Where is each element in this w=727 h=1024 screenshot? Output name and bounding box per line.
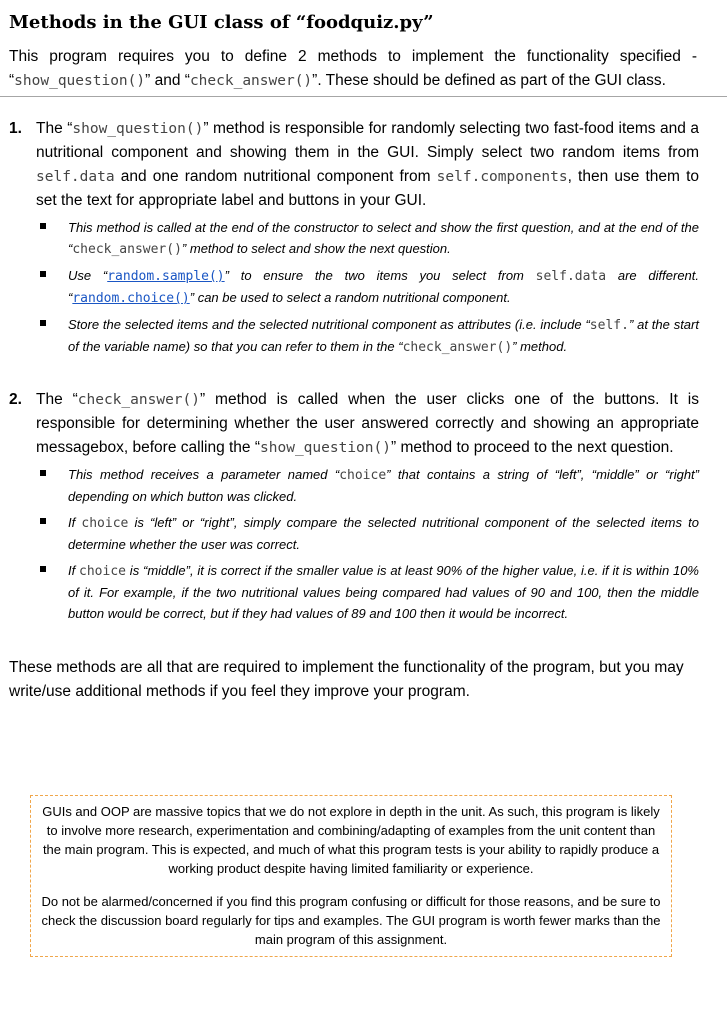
text: is “middle”, it is correct if the smaller value is at least 90% of the higher value, i.e. if it is within 10% of it. For example, if the two nutritional values being compared had values of 90 and 100, then the middle button would be correct, but if they had values of 89 and 100 then it would be incorrect.	[68, 563, 699, 621]
code-show-question: show_question()	[14, 73, 146, 89]
section-divider	[0, 96, 727, 97]
bullet-item	[36, 217, 699, 260]
text: ” to ensure the two items you select from	[224, 268, 536, 283]
note-paragraph-2: Do not be alarmed/concerned if you find this program confusing or difficult for those reasons, and be sure to check the discussion board regularly for tips and examples. The GUI program is worth fewer marks than the main program of this assignment.	[41, 894, 661, 947]
item-2-paragraph	[36, 388, 699, 460]
text: This method is called at the end of the constructor to select and show the first question, and at the end of the “	[68, 220, 699, 256]
text: If	[68, 515, 82, 530]
bullet-marker	[40, 518, 46, 524]
intro-text: ”. These should be defined as part of the GUI class.	[312, 72, 666, 89]
bullet-marker	[40, 223, 46, 229]
note-box	[30, 795, 672, 957]
item-number: 1.	[9, 120, 22, 137]
bullet-marker	[40, 566, 46, 572]
text: and one random nutritional component from	[114, 168, 437, 185]
bullet-item	[36, 265, 699, 309]
text: ” method to select and show the next question.	[181, 241, 451, 256]
closing-paragraph: These methods are all that are required to implement the functionality of the program, but you may write/use additional methods if you feel they improve your program.	[9, 659, 684, 700]
item-1-paragraph	[36, 117, 699, 213]
text: ” method is responsible for randomly selecting two fast-food items and a nutritional component and showing them in the GUI. Simply select two random items from	[36, 120, 700, 161]
code-choice: choice	[81, 516, 129, 531]
code-self-components: self.components	[436, 169, 568, 185]
text: The “	[36, 391, 78, 408]
bullet-item	[36, 512, 699, 555]
bullet-marker	[40, 271, 46, 277]
item-1-bullets	[9, 217, 699, 358]
text: ” can be used to select a random nutritional component.	[189, 290, 511, 305]
text: ” method.	[512, 339, 568, 354]
intro-paragraph	[9, 45, 697, 93]
code-choice: choice	[79, 564, 126, 579]
code-check-answer: check_answer()	[77, 392, 200, 408]
list-item-1	[9, 117, 699, 363]
text: ” method to proceed to the next question.	[390, 439, 674, 456]
code-choice: choice	[339, 468, 387, 483]
random-sample-link[interactable]: random.sample()	[107, 269, 225, 284]
text: ” at the start of the variable name) so that you can refer to them in the “	[68, 317, 699, 354]
item-number: 2.	[9, 391, 22, 408]
text: , then use them to set the text for appropriate label and buttons in your GUI.	[36, 168, 699, 209]
note-paragraph-1: GUIs and OOP are massive topics that we do not explore in depth in the unit. As such, this program is likely to involve more research, experimentation and combining/adapting of examples from the unit content than the main program. This is expected, and much of what this program tests is your ability to rapidly produce a working product despite having limited familiarity or experience.	[42, 804, 660, 876]
code-self-data: self.data	[535, 269, 607, 284]
bullet-item	[36, 560, 699, 624]
bullet-item	[36, 314, 699, 358]
intro-text: ” and “	[145, 72, 190, 89]
code-check-answer: check_answer()	[189, 73, 313, 89]
intro-text: This program requires you to define 2 methods to implement the functionality specified - “	[9, 48, 697, 89]
page-title: Methods in the GUI class of “foodquiz.py”	[9, 12, 434, 33]
list-item-2	[9, 388, 699, 629]
text: If	[68, 563, 80, 578]
text: ” that contains a string of “left”, “middle” or “right” depending on which button was clicked.	[68, 467, 699, 504]
text: is “left” or “right”, simply compare the selected nutritional component of the selected items to determine whether the user was correct.	[68, 515, 700, 552]
code-check-answer: check_answer()	[72, 242, 182, 257]
bullet-marker	[40, 470, 46, 476]
text: Store the selected items and the selected nutritional component as attributes (i.e. include “	[68, 317, 590, 332]
text: Use “	[68, 268, 108, 283]
text: The “	[36, 120, 73, 137]
code-self-data: self.data	[36, 169, 115, 185]
text: This method receives a parameter named “	[68, 467, 340, 482]
bullet-item	[36, 464, 699, 507]
bullet-marker	[40, 320, 46, 326]
code-check-answer: check_answer()	[402, 340, 513, 355]
code-self: self.	[589, 318, 629, 333]
text: are different. “	[68, 268, 699, 305]
code-show-question: show_question()	[260, 440, 391, 456]
code-show-question: show_question()	[72, 121, 204, 137]
item-2-bullets	[9, 464, 699, 624]
random-choice-link[interactable]: random.choice()	[72, 291, 190, 306]
text: ” method is called when the user clicks one of the buttons. It is responsible for determining whether the user answered correctly and showing an appropriate messagebox, before calling the “	[36, 391, 699, 456]
